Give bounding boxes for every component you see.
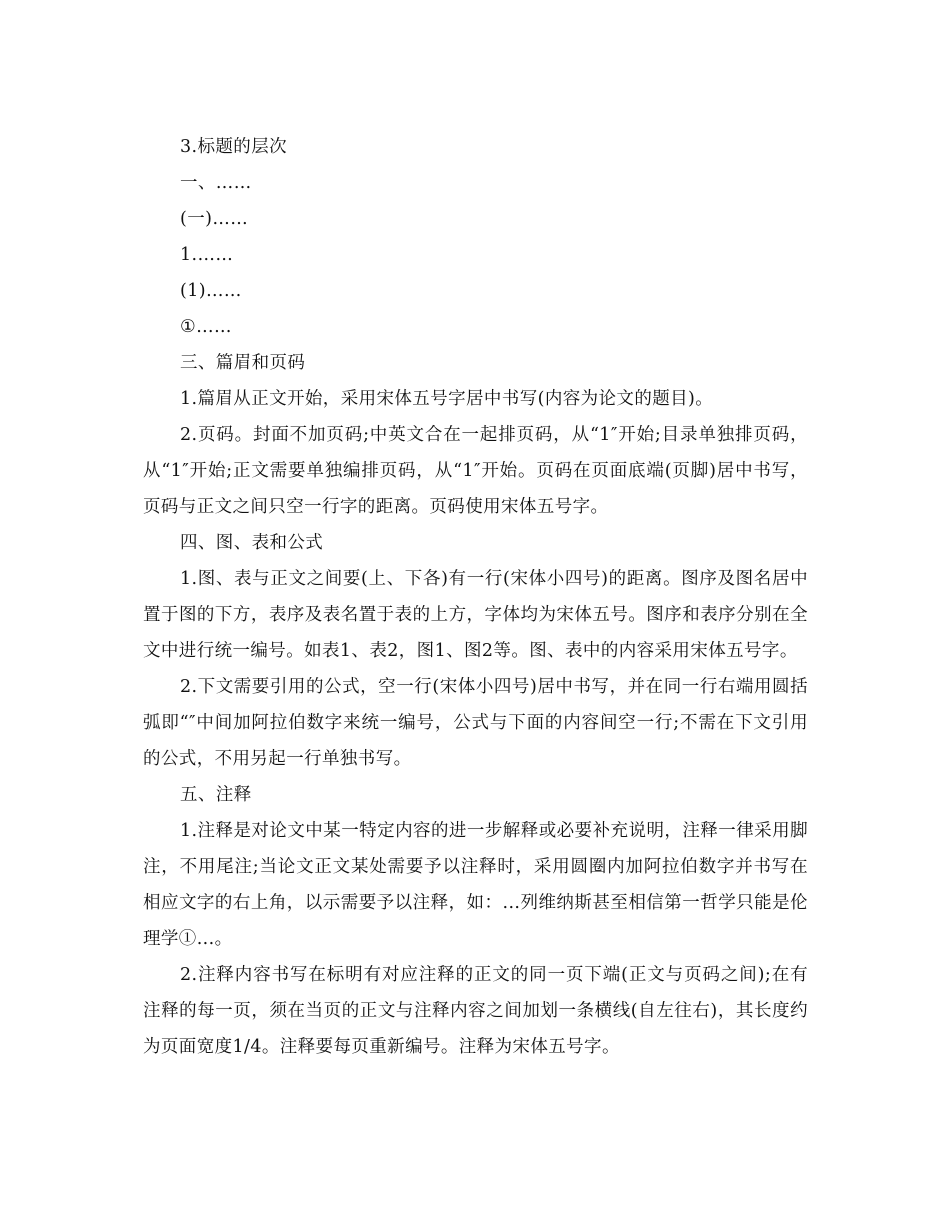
level-2-example: (一)…… (180, 209, 249, 229)
section-heading-figures-tables-formulas: 四、图、表和公式 (180, 533, 324, 553)
section-heading-notes: 五、注释 (180, 785, 252, 805)
section-heading-header-page-number: 三、篇眉和页码 (180, 353, 306, 373)
paragraph-page-number: 2.页码。封面不加页码;中英文合在一起排页码，从“1″开始;目录单独排页码，从“1″开始;正文需要单独编排页码，从“1″开始。页码在页面底端(页脚)居中书写，页码与正文之间只空一行字的距离。页码使用宋体五号字。 (143, 425, 808, 517)
paragraph-formulas: 2.下文需要引用的公式，空一行(宋体小四号)居中书写，并在同一行右端用圆括弧即“″中间加阿拉伯数字来统一编号，公式与下面的内容间空一行;不需在下文引用的公式，不用另起一行单独书写。 (143, 677, 808, 769)
paragraph-header: 1.篇眉从正文开始，采用宋体五号字居中书写(内容为论文的题目)。 (180, 389, 714, 409)
level-3-example: 1.…… (180, 245, 234, 265)
document-body (143, 129, 808, 1065)
level-5-example: ①…… (180, 317, 232, 337)
paragraph-notes-definition: 1.注释是对论文中某一特定内容的进一步解释或必要补充说明，注释一律采用脚注，不用尾注;当论文正文某处需要予以注释时，采用圆圈内加阿拉伯数字并书写在相应文字的右上角，以示需要予以注释，如：...列维纳斯甚至相信第一哲学只能是伦理学①...。 (143, 821, 808, 949)
heading-levels-title: 3.标题的层次 (180, 137, 287, 157)
paragraph-figures-tables: 1.图、表与正文之间要(上、下各)有一行(宋体小四号)的距离。图序及图名居中置于图的下方，表序及表名置于表的上方，字体均为宋体五号。图序和表序分别在全文中进行统一编号。如表1、表2，图1、图2等。图、表中的内容采用宋体五号字。 (143, 569, 808, 661)
level-1-example: 一、…… (180, 173, 252, 193)
paragraph-notes-placement: 2.注释内容书写在标明有对应注释的正文的同一页下端(正文与页码之间);在有注释的每一页，须在当页的正文与注释内容之间加划一条横线(自左往右)，其长度约为页面宽度1/4。注释要每页重新编号。注释为宋体五号字。 (143, 965, 808, 1057)
level-4-example: (1)…… (180, 281, 242, 301)
